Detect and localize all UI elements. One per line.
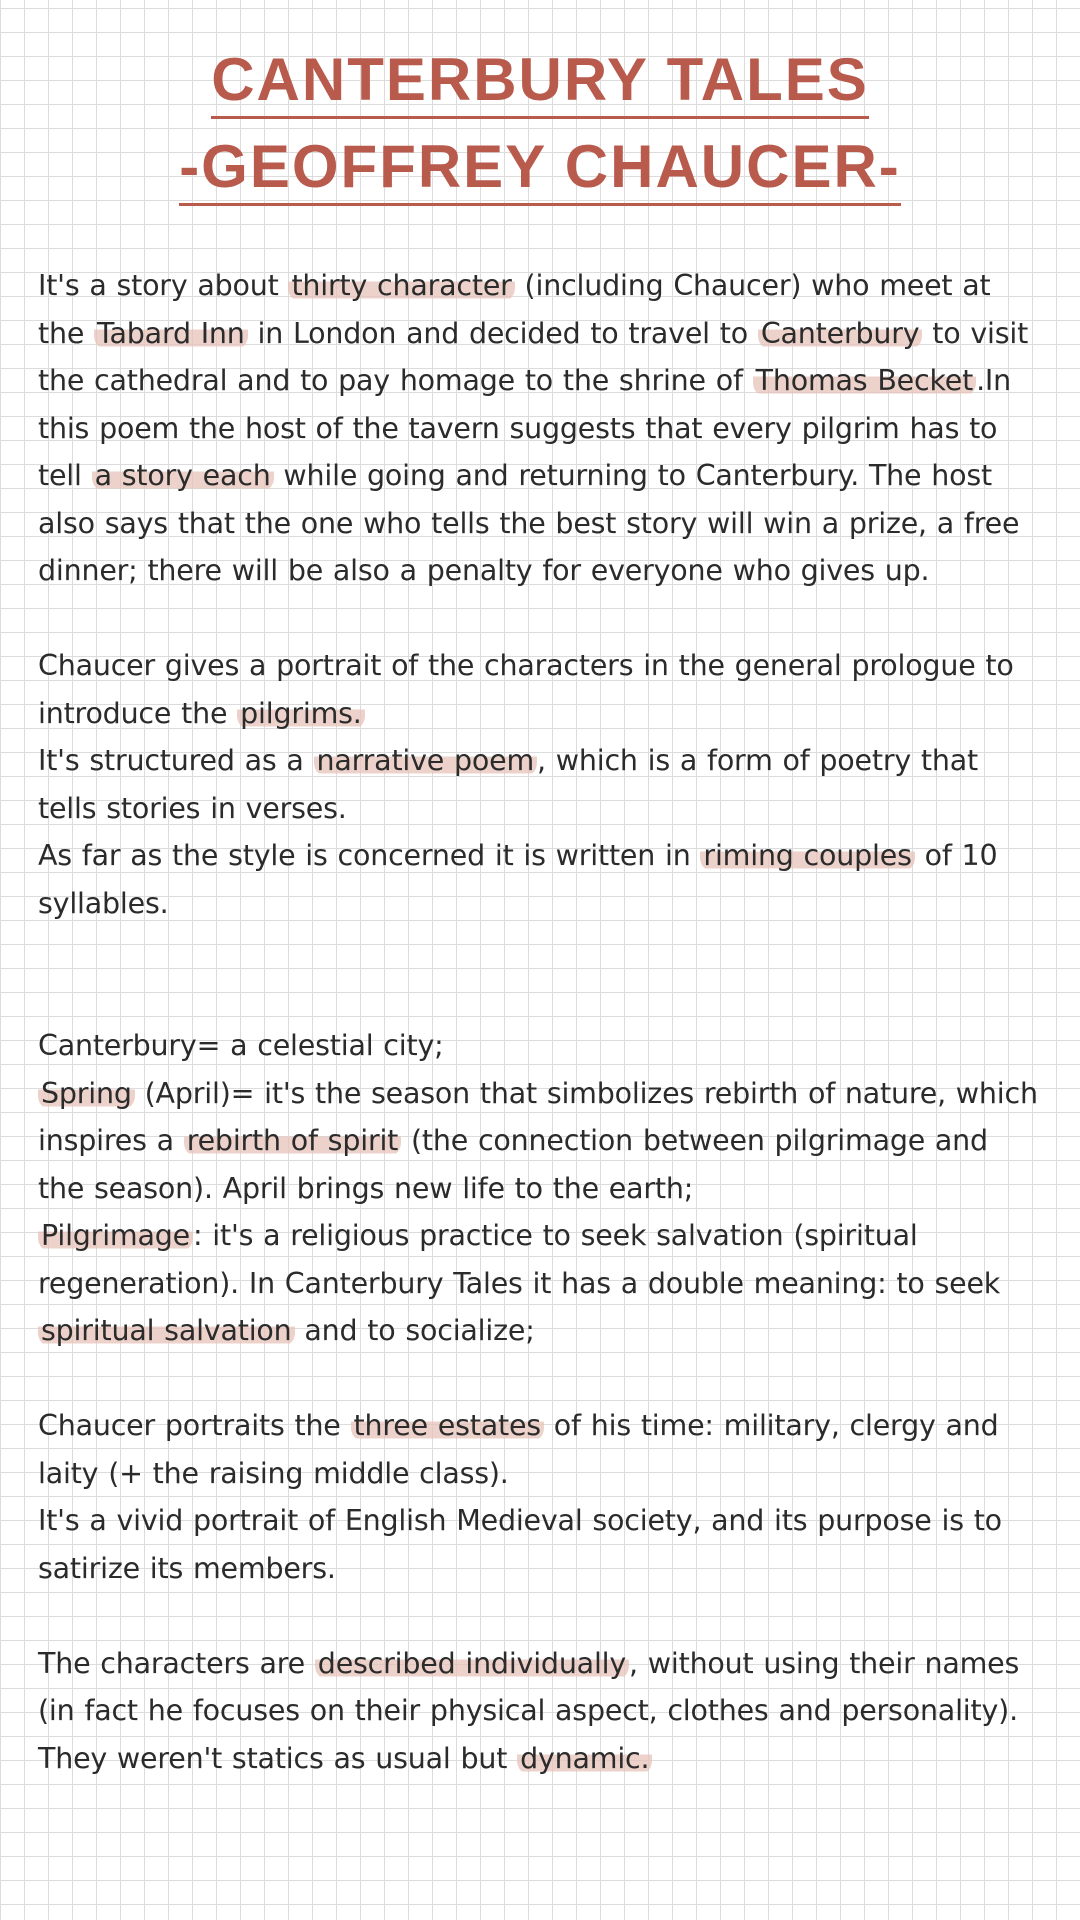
text-run: of his time: military, clergy and laity (+ the raising middle class).: [38, 1409, 999, 1490]
highlight: pilgrims.: [237, 697, 365, 730]
highlight: three estates: [351, 1409, 544, 1442]
paragraph-prologue: [38, 642, 1038, 737]
highlight: Pilgrimage: [38, 1219, 193, 1252]
text-run: The characters are: [38, 1646, 315, 1680]
paragraph-story: [38, 262, 1038, 595]
title-line-1: CANTERBURY TALES: [211, 50, 869, 119]
title-block: [0, 46, 1080, 224]
notes-body: [38, 262, 1038, 1782]
spacer: [38, 927, 1038, 1022]
text-run: .In this poem the host of the tavern suggests that every pilgrim has to tell: [38, 364, 1012, 492]
text-run: Chaucer portraits the: [38, 1409, 351, 1442]
text-run: , without using their names (in fact he focuses on their physical aspect, clothes and personality). They weren't statics as usual but: [38, 1646, 1020, 1775]
text-run: (including Chaucer) who meet at the: [38, 269, 991, 350]
text-run: (April)= it's the season that simbolizes rebirth of nature, which inspires a: [38, 1076, 1038, 1157]
paragraph-estates: [38, 1402, 1038, 1497]
paragraph-style: [38, 832, 1038, 927]
text-run: Canterbury= a celestial city;: [38, 1029, 444, 1062]
text-run: in London and decided to travel to: [247, 316, 758, 350]
text-run: It's a vivid portrait of English Medieval society, and its purpose is to satirize its members.: [38, 1504, 1002, 1585]
text-run: : it's a religious practice to seek salvation (spiritual regeneration). In Canterbury Tales it has a double meaning: to seek: [38, 1219, 1001, 1300]
text-run: to visit the cathedral and to pay homage to the shrine of: [38, 316, 1029, 397]
text-run: (the connection between pilgrimage and the season). April brings new life to the earth;: [38, 1124, 988, 1205]
paragraph-pilgrimage: [38, 1212, 1038, 1355]
text-run: As far as the style is concerned it is written in: [38, 839, 701, 872]
highlight: Spring: [38, 1077, 135, 1110]
highlight: Tabard Inn: [94, 317, 248, 350]
paragraph-canterbury: [38, 1022, 1038, 1070]
paragraph-characters: [38, 1640, 1038, 1783]
highlight: dynamic.: [517, 1742, 652, 1775]
text-run: , which is a form of poetry that tells stories in verses.: [38, 744, 978, 825]
spacer: [38, 1592, 1038, 1640]
title-line-2: -GEOFFREY CHAUCER-: [179, 137, 901, 206]
text-run: and to socialize;: [294, 1314, 535, 1347]
text-run: It's structured as a: [38, 744, 314, 777]
highlight: Thomas Becket: [753, 364, 976, 397]
highlight: spiritual salvation: [38, 1314, 295, 1347]
highlight: narrative poem: [314, 744, 538, 777]
highlight: thirty character: [288, 269, 514, 302]
highlight: Canterbury: [758, 317, 923, 350]
highlight: a story each: [92, 459, 274, 492]
text-run: while going and returning to Canterbury. The host also says that the one who tells the best story will win a prize, a free dinner; there will be also a penalty for everyone who gives up.: [38, 459, 1020, 587]
text-run: Chaucer gives a portrait of the characters in the general prologue to introduce the: [38, 649, 1014, 730]
paragraph-structure: [38, 737, 1038, 832]
paragraph-spring: [38, 1070, 1038, 1213]
spacer: [38, 1355, 1038, 1403]
highlight: described individually: [315, 1647, 629, 1680]
highlight: rebirth of spirit: [184, 1124, 401, 1157]
highlight: riming couples: [700, 839, 914, 872]
spacer: [38, 595, 1038, 643]
text-run: of 10 syllables.: [38, 839, 998, 920]
paragraph-portrait: [38, 1497, 1038, 1592]
text-run: It's a story about: [38, 269, 289, 302]
